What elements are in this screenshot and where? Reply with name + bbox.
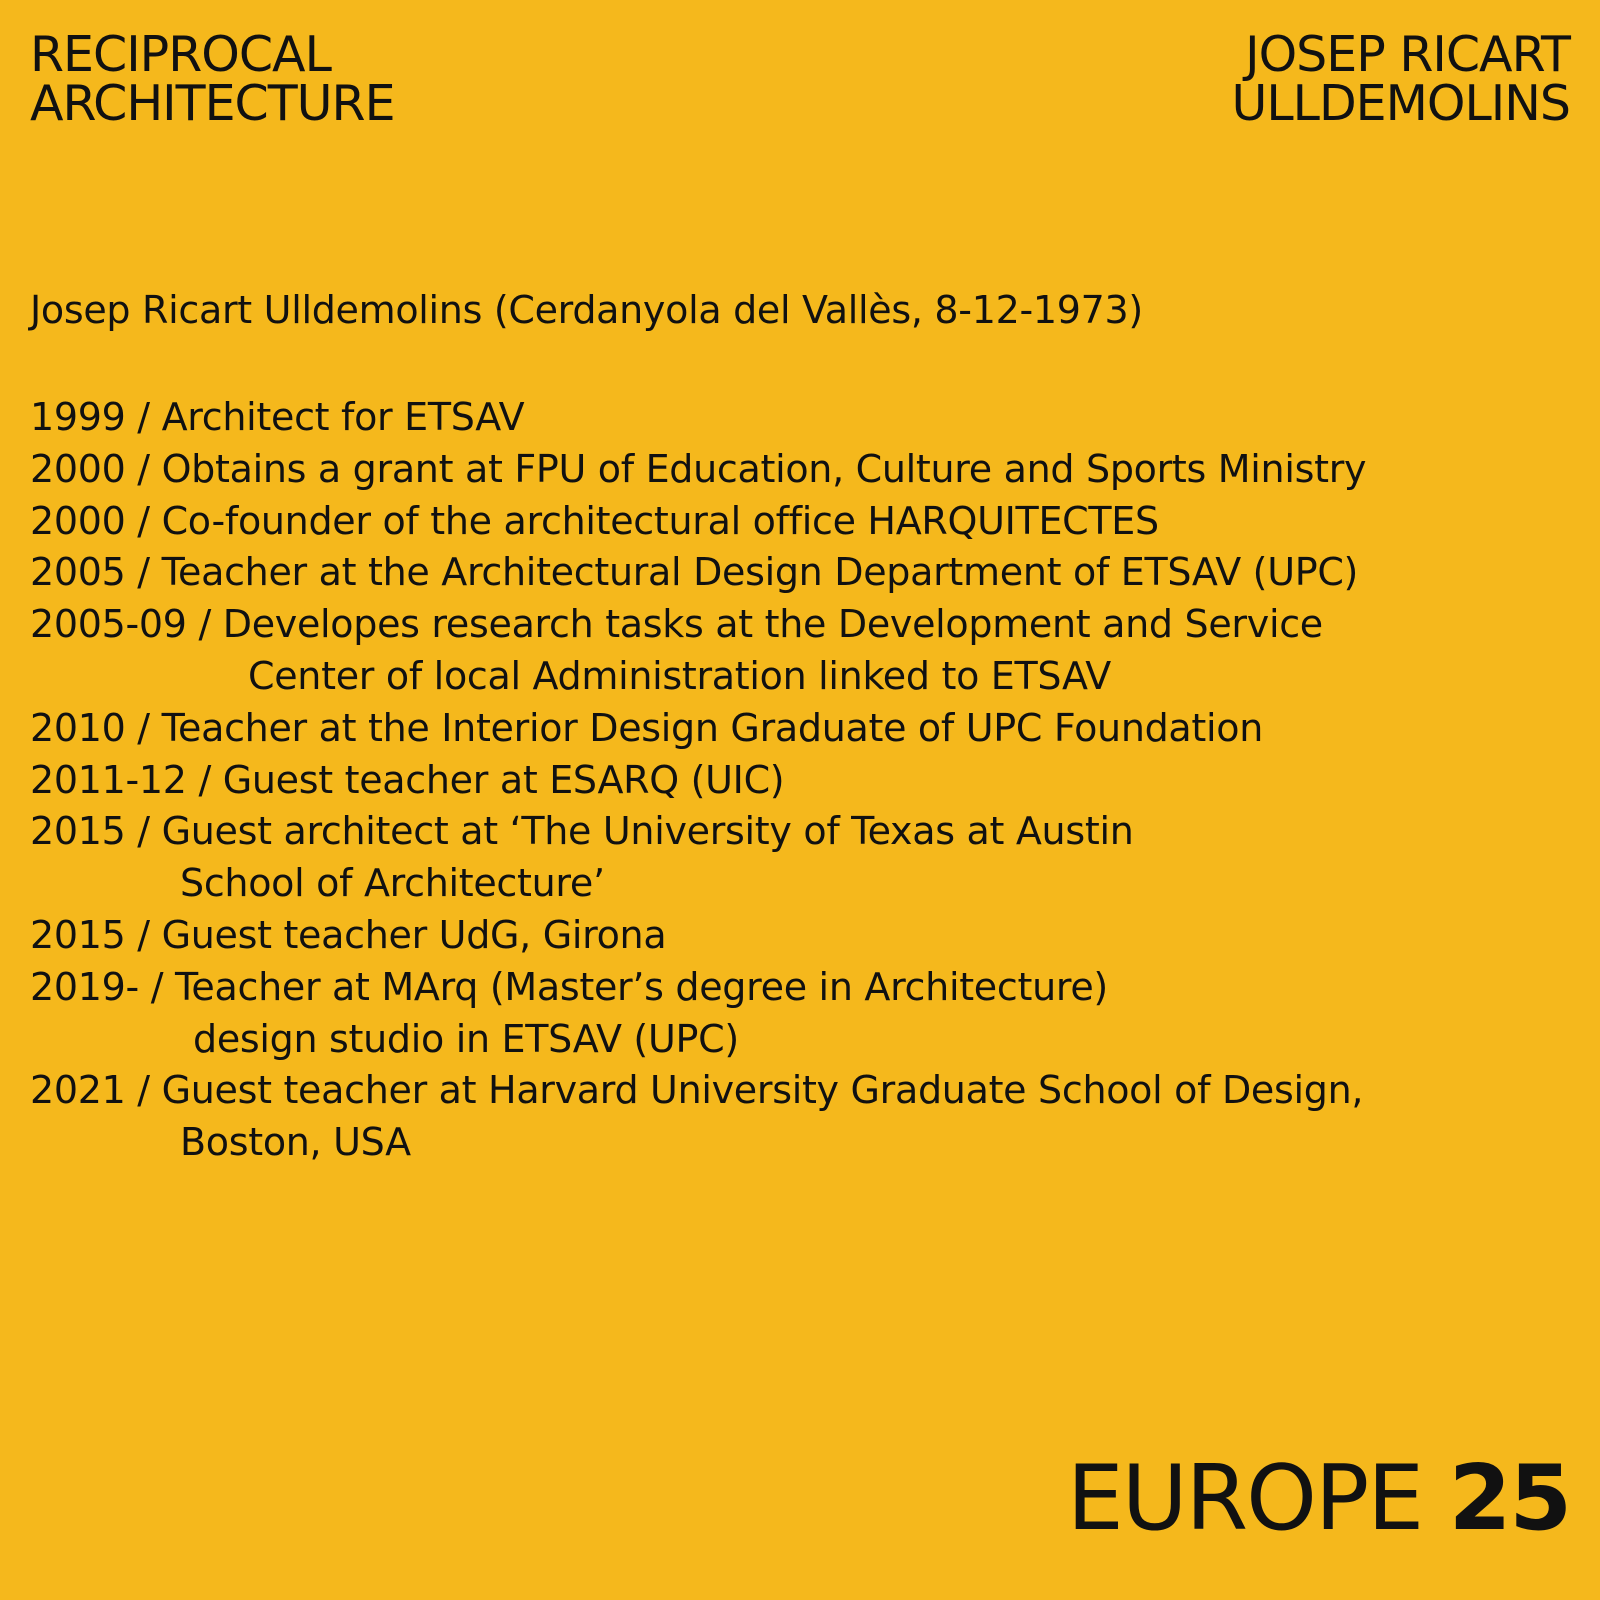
cv-item-text: 2015 / Guest teacher UdG, Girona — [30, 912, 667, 957]
intro-line: Josep Ricart Ulldemolins (Cerdanyola del Vallès, 8-12-1973) — [30, 288, 1143, 332]
cv-item-text: 2000 / Obtains a grant at FPU of Education, Culture and Sports Ministry — [30, 446, 1367, 491]
cv-item-text: 2005-09 / Developes research tasks at the Development and Service — [30, 602, 1323, 647]
cv-item-continuation: design studio in ETSAV (UPC) — [193, 1016, 739, 1061]
cv-item-text: 1999 / Architect for ETSAV — [30, 395, 525, 439]
header-right-line-1: JOSEP RICART — [1245, 26, 1570, 83]
cv-item-text: 2010 / Teacher at the Interior Design Graduate of UPC Foundation — [30, 705, 1264, 750]
cv-item — [30, 444, 1366, 496]
cv-item — [30, 806, 1366, 910]
cv-item — [30, 755, 1366, 807]
cv-item — [30, 1065, 1366, 1169]
footer-brand — [1066, 1446, 1570, 1551]
cv-item — [30, 547, 1366, 599]
cv-item — [30, 910, 1366, 962]
cv-item-text: 2000 / Co-founder of the architectural office HARQUITECTES — [30, 498, 1159, 543]
header-left-line-2: ARCHITECTURE — [30, 75, 395, 132]
cv-item-text: 2015 / Guest architect at ‘The University of Texas at Austin — [30, 809, 1134, 854]
footer-number: 25 — [1448, 1446, 1570, 1551]
header-title-right — [1231, 26, 1570, 132]
cv-item — [30, 703, 1366, 755]
header-title-left — [30, 26, 395, 132]
cv-item-text: 2019- / Teacher at MArq (Master’s degree in Architecture) — [30, 964, 1108, 1009]
cv-item-text: 2005 / Teacher at the Architectural Design Department of ETSAV (UPC) — [30, 550, 1359, 595]
cv-item — [30, 392, 1366, 444]
header-right-line-2: ULLDEMOLINS — [1231, 75, 1570, 132]
cv-item-continuation: School of Architecture’ — [180, 861, 605, 906]
cv-item — [30, 496, 1366, 548]
cv-item-text: 2021 / Guest teacher at Harvard University Graduate School of Design, — [30, 1068, 1364, 1113]
cv-item-continuation: Center of local Administration linked to ETSAV — [248, 653, 1111, 698]
cv-item — [30, 962, 1366, 1066]
cv-list — [30, 392, 1366, 1169]
footer-label: EUROPE — [1066, 1446, 1423, 1551]
header-left-line-1: RECIPROCAL — [30, 26, 331, 83]
cv-item-text: 2011-12 / Guest teacher at ESARQ (UIC) — [30, 757, 785, 802]
cv-item — [30, 599, 1366, 703]
cv-item-continuation: Boston, USA — [180, 1120, 411, 1165]
